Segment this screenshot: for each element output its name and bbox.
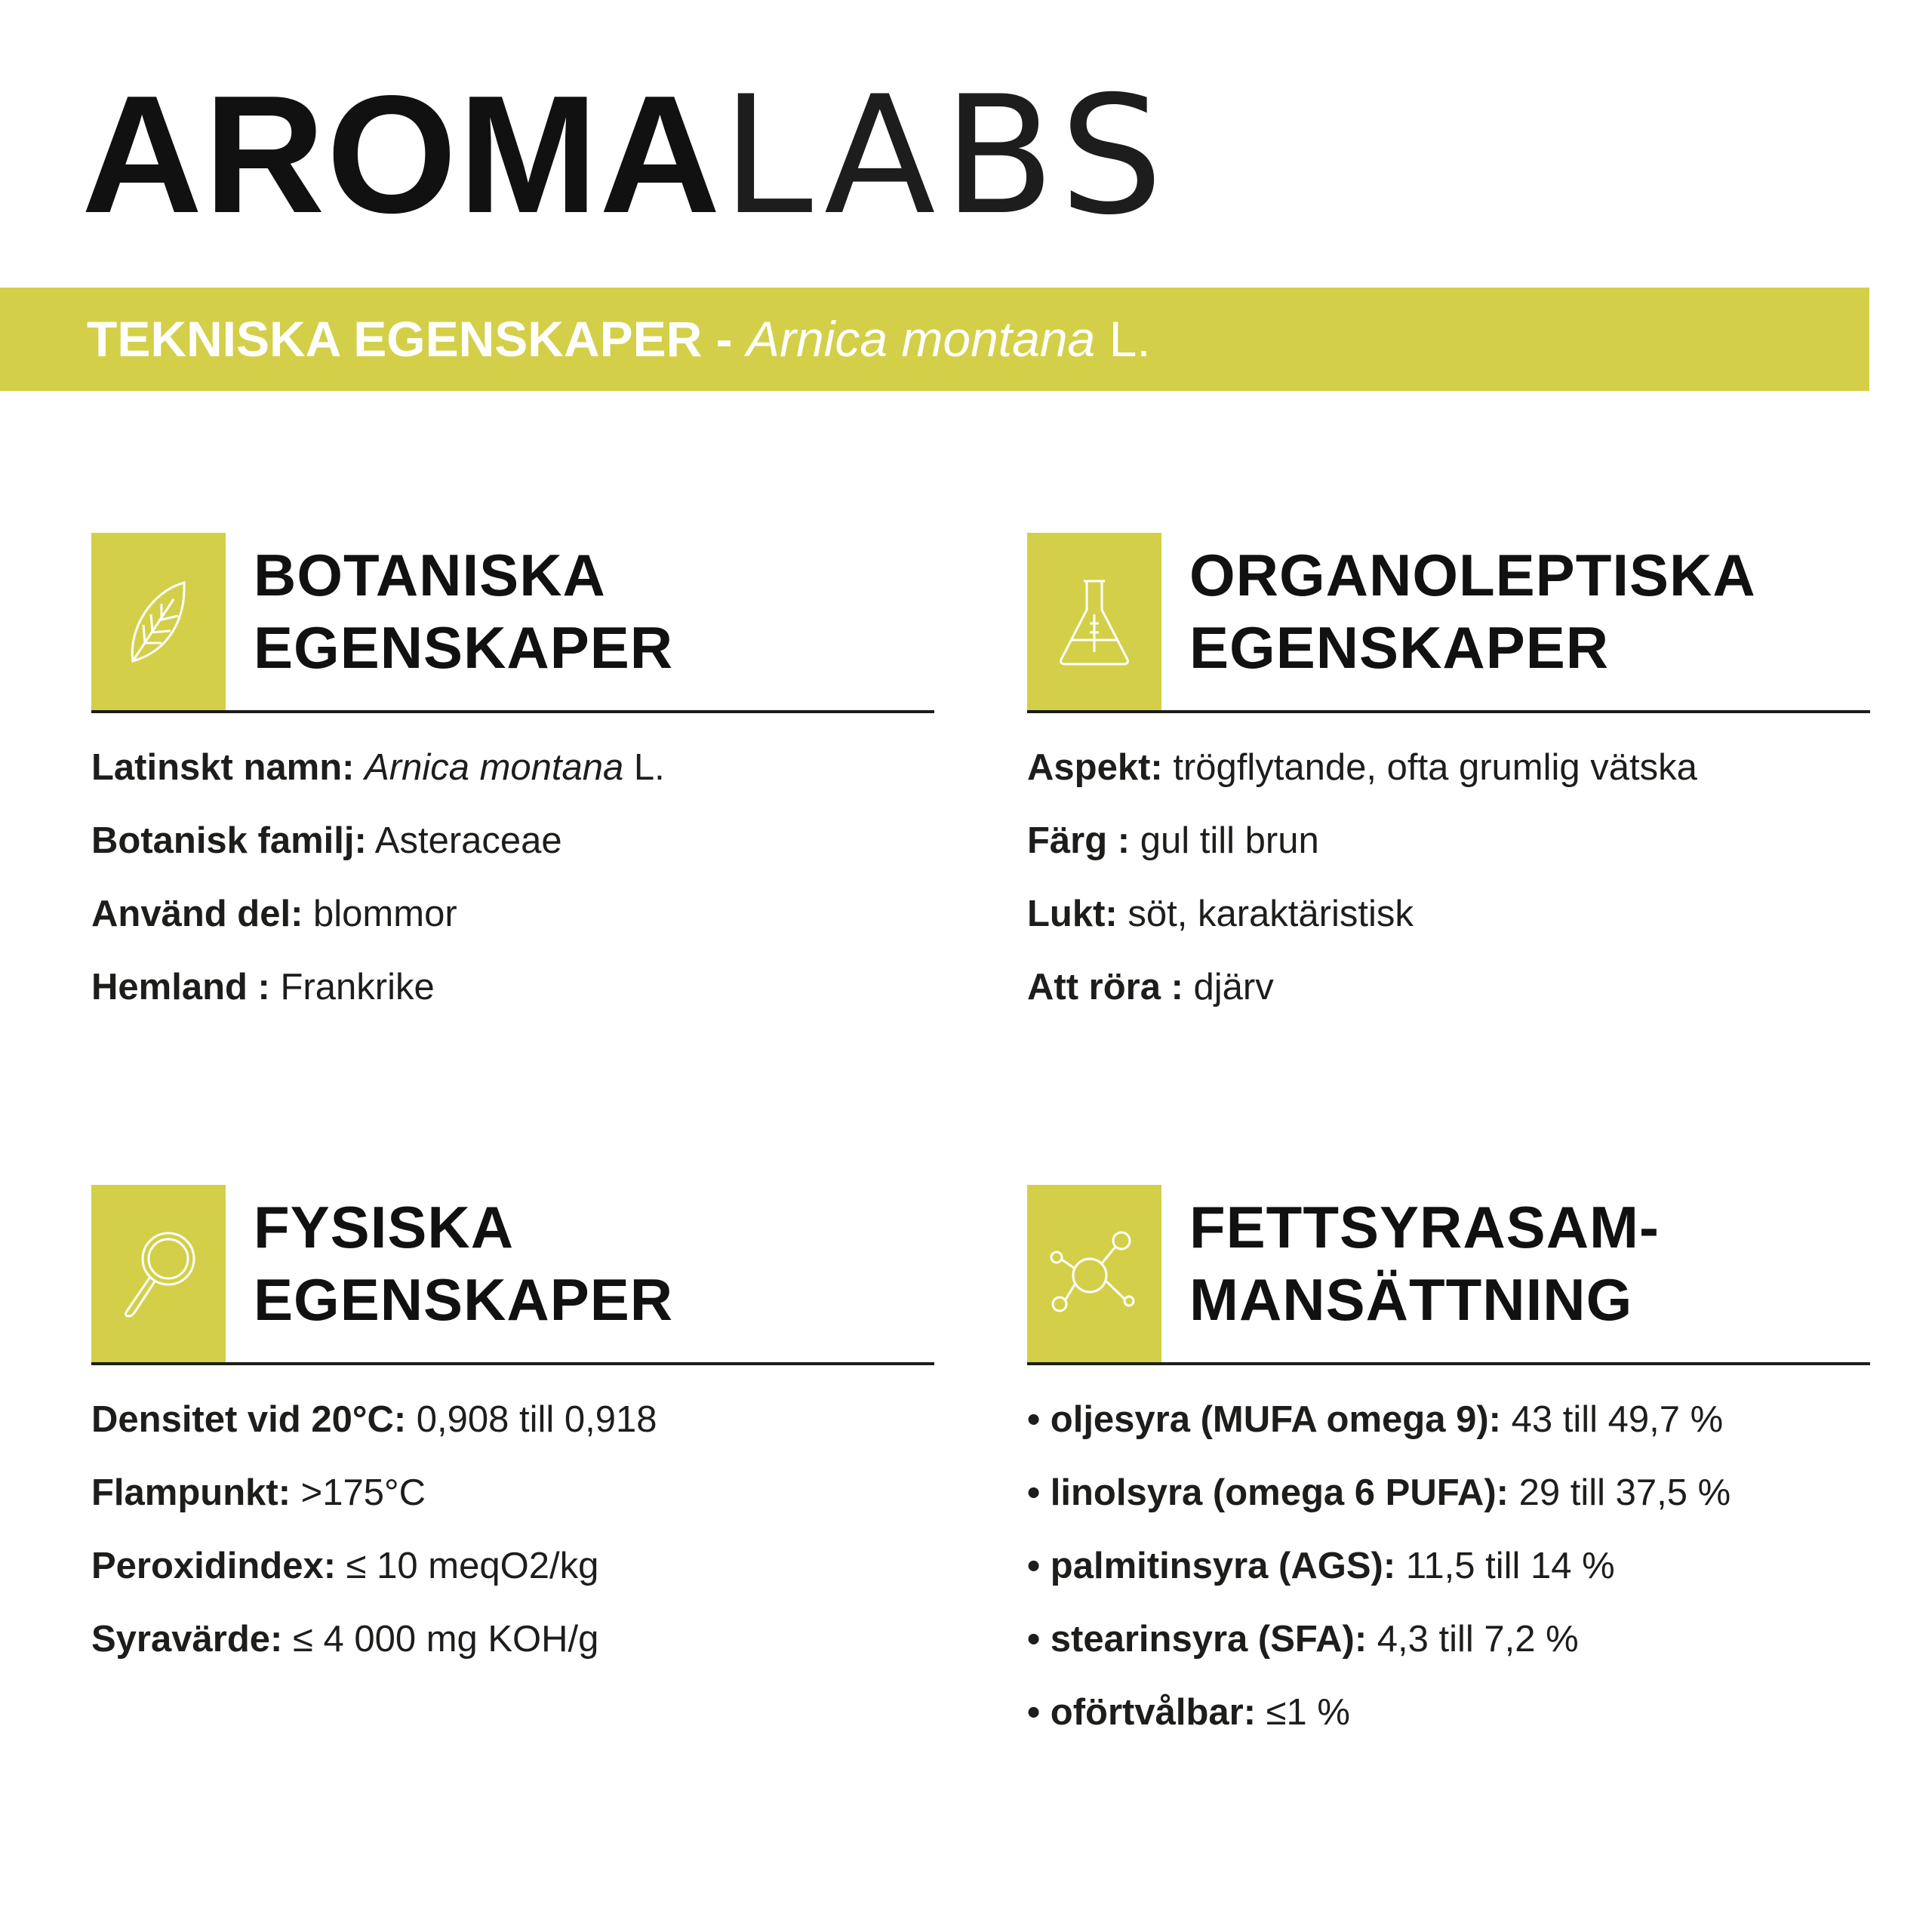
banner-prefix: TEKNISKA EGENSKAPER - bbox=[87, 311, 746, 367]
property-key: Använd del: bbox=[91, 894, 303, 934]
banner-suffix: L. bbox=[1095, 311, 1151, 367]
section-title-line2: MANSÄTTNING bbox=[1189, 1266, 1633, 1333]
list-item bbox=[1027, 1603, 1870, 1676]
section-title-line1: ORGANOLEPTISKA bbox=[1189, 542, 1756, 608]
property-value-italic: Arnica montana bbox=[365, 747, 624, 788]
property-key: Hemland : bbox=[91, 967, 270, 1008]
section-title-line2: EGENSKAPER bbox=[1189, 614, 1610, 681]
property-value: Asteraceae bbox=[374, 820, 562, 861]
property-key: Färg : bbox=[1027, 820, 1131, 861]
property-value: ≤ 10 meqO2/kg bbox=[346, 1546, 599, 1586]
list-item bbox=[1027, 1457, 1870, 1530]
property-list bbox=[1027, 1383, 1870, 1749]
section-title-line1: FYSISKA bbox=[254, 1194, 515, 1260]
flask-icon bbox=[1027, 533, 1161, 710]
section-header bbox=[91, 533, 934, 713]
property-value: >175°C bbox=[300, 1472, 426, 1513]
property-row bbox=[91, 1530, 934, 1603]
property-value: Frankrike bbox=[280, 967, 435, 1008]
title-banner bbox=[0, 288, 1869, 391]
section-title bbox=[1189, 539, 1756, 684]
property-row bbox=[1027, 804, 1870, 878]
property-key: Botanisk familj: bbox=[91, 820, 367, 861]
property-key: Densitet vid 20°C: bbox=[91, 1399, 407, 1440]
property-value: 4,3 till 7,2 % bbox=[1377, 1619, 1579, 1660]
list-item bbox=[1027, 1676, 1870, 1749]
property-key: Att röra : bbox=[1027, 967, 1183, 1008]
property-key: Syravärde: bbox=[91, 1619, 283, 1660]
property-key: Peroxidindex: bbox=[91, 1546, 337, 1586]
property-row bbox=[91, 1603, 934, 1676]
property-key: Latinskt namn: bbox=[91, 747, 355, 788]
property-row bbox=[1027, 951, 1870, 1024]
list-item bbox=[1027, 1383, 1870, 1457]
property-value: 29 till 37,5 % bbox=[1518, 1472, 1731, 1513]
section-fatty-acids bbox=[1027, 1185, 1870, 1749]
property-value: gul till brun bbox=[1140, 820, 1319, 861]
property-row bbox=[91, 1383, 934, 1457]
property-key: Flampunkt: bbox=[91, 1472, 291, 1513]
property-row bbox=[91, 1457, 934, 1530]
section-organoleptic bbox=[1027, 533, 1870, 1024]
section-header bbox=[91, 1185, 934, 1365]
property-row bbox=[1027, 731, 1870, 804]
section-header bbox=[1027, 533, 1870, 713]
property-list bbox=[91, 731, 934, 1024]
section-physical bbox=[91, 1185, 934, 1676]
property-value: söt, karaktäristisk bbox=[1128, 894, 1414, 934]
property-value: blommor bbox=[313, 894, 457, 934]
section-title-line2: EGENSKAPER bbox=[254, 614, 674, 681]
section-title bbox=[1189, 1191, 1660, 1336]
list-item bbox=[1027, 1530, 1870, 1603]
property-value: trögflytande, ofta grumlig vätska bbox=[1173, 747, 1697, 788]
property-row bbox=[91, 951, 934, 1024]
property-key: Aspekt: bbox=[1027, 747, 1163, 788]
property-value: L. bbox=[623, 747, 665, 788]
molecule-icon bbox=[1027, 1185, 1161, 1362]
property-key: • oförtvålbar: bbox=[1027, 1692, 1257, 1733]
property-key: • oljesyra (MUFA omega 9): bbox=[1027, 1399, 1501, 1440]
property-value: djärv bbox=[1193, 967, 1274, 1008]
banner-latin-name: Arnica montana bbox=[746, 311, 1096, 367]
property-key: • palmitinsyra (AGS): bbox=[1027, 1546, 1396, 1586]
leaf-icon bbox=[91, 533, 226, 710]
property-row bbox=[91, 878, 934, 951]
property-key: Lukt: bbox=[1027, 894, 1118, 934]
section-botanical bbox=[91, 533, 934, 1024]
brand-logo bbox=[82, 61, 1171, 251]
property-row bbox=[1027, 878, 1870, 951]
section-title bbox=[254, 539, 673, 684]
property-value: ≤ 4 000 mg KOH/g bbox=[292, 1619, 599, 1660]
section-title-line1: BOTANISKA bbox=[254, 542, 606, 608]
property-value: 43 till 49,7 % bbox=[1511, 1399, 1724, 1440]
property-value: 11,5 till 14 % bbox=[1405, 1546, 1615, 1586]
banner-title bbox=[87, 288, 1151, 391]
section-title bbox=[254, 1191, 673, 1336]
section-header bbox=[1027, 1185, 1870, 1365]
section-title-line2: EGENSKAPER bbox=[254, 1266, 674, 1333]
brand-name-bold: AROMA bbox=[82, 61, 722, 248]
property-value: ≤1 % bbox=[1266, 1692, 1350, 1733]
property-list bbox=[1027, 731, 1870, 1024]
brand-name-light: LABS bbox=[721, 61, 1171, 251]
property-row bbox=[91, 731, 934, 804]
property-value: 0,908 till 0,918 bbox=[416, 1399, 657, 1440]
magnifier-icon bbox=[91, 1185, 226, 1362]
property-list bbox=[91, 1383, 934, 1676]
property-key: • stearinsyra (SFA): bbox=[1027, 1619, 1367, 1660]
property-row bbox=[91, 804, 934, 878]
property-key: • linolsyra (omega 6 PUFA): bbox=[1027, 1472, 1509, 1513]
section-title-line1: FETTSYRASAM- bbox=[1189, 1194, 1660, 1260]
